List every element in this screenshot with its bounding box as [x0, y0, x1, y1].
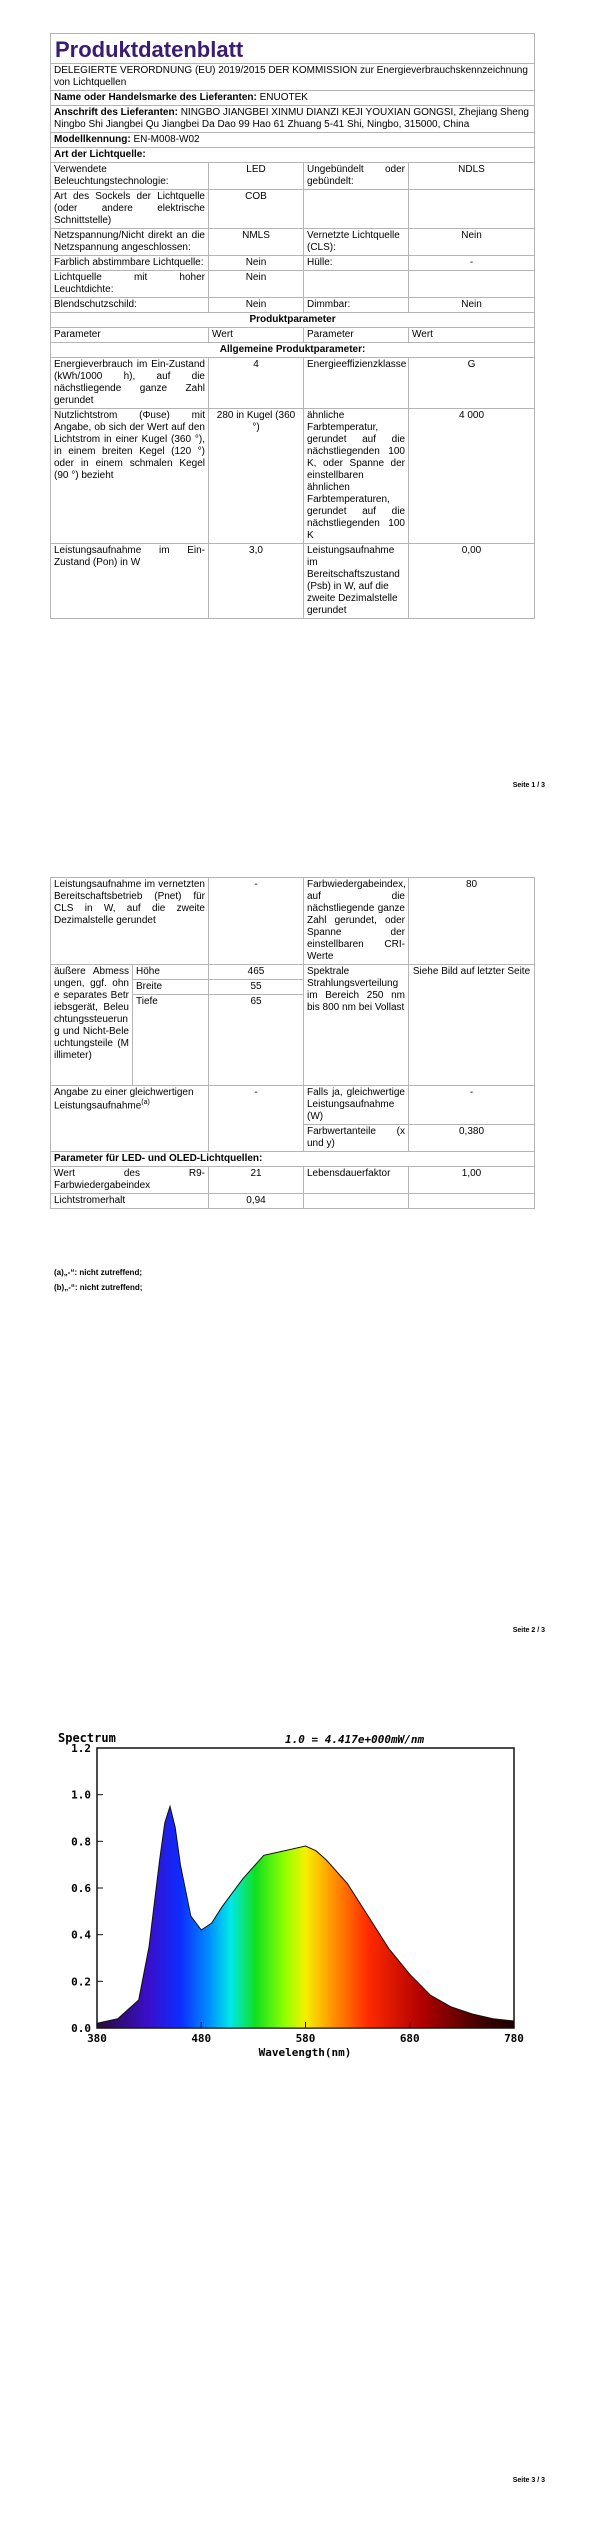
dim-value: 55 [209, 980, 304, 995]
model-row: Modellkennung: EN-M008-W02 [51, 133, 535, 148]
address-value: NINGBO JIANGBEI XINMU DIANZI KEJI YOUXIAN GONGSI, Zhejiang Sheng Ningbo Shi Jiangbei Qu Jiangbei Da Dao 99 Hao 61 Zhuang 5-41 Shi, Ningbo, 315000, China [54, 107, 529, 130]
cell-label: Leistungsaufnahme im Ein-Zustand (Pon) in W [51, 544, 209, 619]
cell-value: Siehe Bild auf letzter Seite [409, 965, 535, 1086]
cell-value: 0,380 [409, 1125, 535, 1152]
y-tick-label: 1.0 [71, 1788, 91, 1802]
cell-label: Lebensdauerfaktor [304, 1167, 409, 1194]
dim-value: 465 [209, 965, 304, 980]
chart-annotation: 1.0 = 4.417e+000mW/nm [285, 1733, 425, 1746]
x-tick-label: 780 [504, 2032, 524, 2045]
cell-label: Leistungsaufnahme im vernetzten Bereitschaftsbetrieb (Pnet) für CLS in W, auf die zweite Dezimalstelle gerundet [51, 878, 209, 965]
footnote-a: (a)„-“: nicht zutreffend; [54, 1268, 142, 1277]
address-row: Anschrift des Lieferanten: NINGBO JIANGBEI XINMU DIANZI KEJI YOUXIAN GONGSI, Zhejiang Sheng Ningbo Shi Jiangbei Qu Jiangbei Da Dao 99 Hao 61 Zhuang 5-41 Shi, Ningbo, 315000, China [51, 106, 535, 133]
supplier-row: Name oder Handelsmarke des Lieferanten: ENUOTEK [51, 91, 535, 106]
x-tick-label: 480 [191, 2032, 212, 2045]
dimensions-label: äußere Abmessungen, ggf. ohne separates Betriebsgerät, Beleuchtungssteuerung und Nicht-Beleuchtungsteile (Millimeter) [51, 965, 133, 1086]
cell-value: 280 in Kugel (360 °) [209, 409, 304, 544]
x-tick-label: 680 [399, 2032, 420, 2045]
y-tick-label: 0.8 [71, 1835, 91, 1849]
cell-value: NDLS [409, 163, 535, 190]
params-header: Produktparameter [51, 313, 535, 328]
cell-label: Nutzlichtstrom (Φuse) mit Angabe, ob sich der Wert auf den Lichtstrom in einer Kugel (360 °), in einem breiten Kegel (120 °) oder in einem schmalen Kegel (90 °) bezieht [51, 409, 209, 544]
cell-value: Nein [409, 229, 535, 256]
page-number: Seite 2 / 3 [512, 1627, 545, 1634]
cell-value: Nein [209, 271, 304, 298]
cell-value: G [409, 358, 535, 409]
cell-label: Wert des R9-Farbwiedergabeindex [51, 1167, 209, 1194]
cell-value: COB [209, 190, 304, 229]
cell-label: Falls ja, gleichwertige Leistungsaufnahme (W) [304, 1086, 409, 1125]
cell-value: - [409, 1086, 535, 1125]
dim-value: 65 [209, 995, 304, 1086]
x-tick-label: 380 [87, 2032, 107, 2045]
cell-label: Ungebündelt oder gebündelt: [304, 163, 409, 190]
page-number: Seite 1 / 3 [512, 782, 545, 789]
cell-label: Vernetzte Lichtquelle (CLS): [304, 229, 409, 256]
cell-label: Farblich abstimmbare Lichtquelle: [51, 256, 209, 271]
cell-label: ähnliche Farbtemperatur, gerundet auf die nächstliegenden 100 K, oder Spanne der einstellbaren ähnlichen Farbtemperaturen, gerundet auf die nächstliegenden 100 K [304, 409, 409, 544]
x-tick-label: 580 [295, 2032, 316, 2045]
light-type-header: Art der Lichtquelle: [51, 148, 535, 163]
cell-value: 4 [209, 358, 304, 409]
cell-label: Angabe zu einer gleichwertigen Leistungsaufnahme$^{(a)}$ [51, 1086, 209, 1152]
y-tick-label: 0.4 [71, 1928, 91, 1942]
general-params-header: Allgemeine Produktparameter: [51, 343, 535, 358]
cell-label: Lichtstromerhalt [51, 1194, 209, 1209]
column-header: Wert [209, 328, 304, 343]
cell-value: Nein [209, 298, 304, 313]
model-value: EN-M008-W02 [133, 134, 200, 145]
cell-value: - [209, 878, 304, 965]
page-number: Seite 3 / 3 [512, 2477, 545, 2484]
x-axis-label: Wavelength(nm) [258, 2046, 352, 2059]
cell-label: Hülle: [304, 256, 409, 271]
cell-value: 0,00 [409, 544, 535, 619]
cell-label: Spektrale Strahlungsverteilung im Bereich 250 nm bis 800 nm bei Vollast [304, 965, 409, 1086]
dim-name: Tiefe [133, 995, 209, 1086]
cell-value: 80 [409, 878, 535, 965]
cell-value: LED [209, 163, 304, 190]
y-tick-label: 0.2 [71, 1975, 91, 1989]
cell-label: Energieverbrauch im Ein-Zustand (kWh/1000 h), auf die nächstliegende ganze Zahl gerundet [51, 358, 209, 409]
cell-label: Blendschutzschild: [51, 298, 209, 313]
cell-value: 21 [209, 1167, 304, 1194]
column-header: Parameter [51, 328, 209, 343]
cell-label: Leistungsaufnahme im Bereitschaftszustand (Psb) in W, auf die zweite Dezimalstelle gerundet [304, 544, 409, 619]
column-header: Parameter [304, 328, 409, 343]
cell-value: Nein [409, 298, 535, 313]
cell-value: 1,00 [409, 1167, 535, 1194]
regulation-text: DELEGIERTE VERORDNUNG (EU) 2019/2015 DER KOMMISSION zur Energieverbrauchskennzeichnung von Lichtquellen [51, 64, 535, 91]
cell-label: Dimmbar: [304, 298, 409, 313]
dim-name: Breite [133, 980, 209, 995]
y-tick-label: 1.2 [71, 1742, 91, 1755]
cell-value: 0,94 [209, 1194, 304, 1209]
cell-value: 4 000 [409, 409, 535, 544]
cell-value: NMLS [209, 229, 304, 256]
column-header: Wert [409, 328, 535, 343]
cell-value: 3,0 [209, 544, 304, 619]
cell-label: Netzspannung/Nicht direkt an die Netzspannung angeschlossen: [51, 229, 209, 256]
cell-label: Farbwiedergabeindex, auf die nächstliegende ganze Zahl gerundet, oder Spanne der einstellbaren CRI-Werte [304, 878, 409, 965]
footnote-b: (b)„-“: nicht zutreffend; [54, 1283, 143, 1292]
supplier-value: ENUOTEK [259, 92, 308, 103]
cell-value: Nein [209, 256, 304, 271]
cell-value: - [409, 256, 535, 271]
cell-value: - [209, 1086, 304, 1152]
dim-name: Höhe [133, 965, 209, 980]
led-params-header: Parameter für LED- und OLED-Lichtquellen: [51, 1152, 535, 1167]
cell-label: Lichtquelle mit hoher Leuchtdichte: [51, 271, 209, 298]
y-tick-label: 0.6 [71, 1882, 91, 1895]
cell-label: Art des Sockels der Lichtquelle (oder andere elektrische Schnittstelle) [51, 190, 209, 229]
cell-label: Energieeffizienzklasse [304, 358, 409, 409]
y-tick-label: 0.0 [71, 2022, 91, 2035]
spectrum-area [97, 1806, 514, 2028]
cell-label: Farbwertanteile (x und y) [304, 1125, 409, 1152]
chart-title: Spectrum [58, 1731, 116, 1745]
cell-label: Verwendete Beleuchtungstechnologie: [51, 163, 209, 190]
page-title: Produktdatenblatt [51, 34, 535, 64]
